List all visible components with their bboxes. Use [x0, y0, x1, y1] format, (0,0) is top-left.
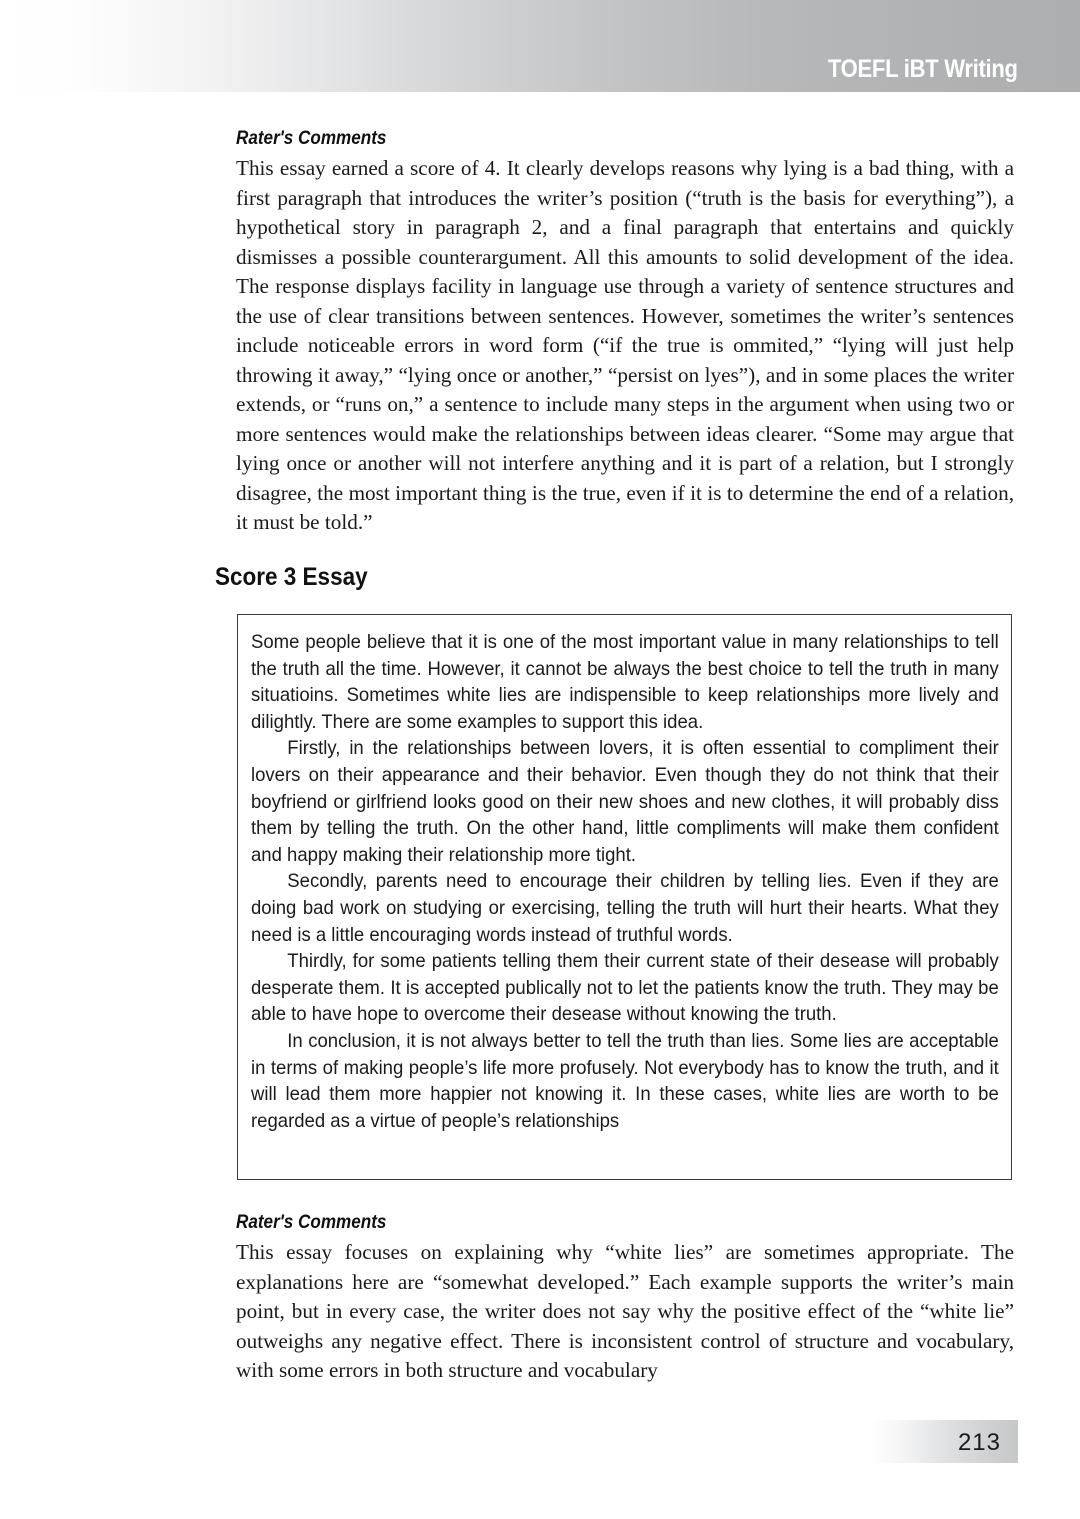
- essay-paragraph: Thirdly, for some patients telling them their current state of their desease will probably desperate them. It is accepted publically not to let the patients know the truth. They may be able to have hope to overcome their desease without knowing the truth.: [251, 950, 999, 1026]
- header-title: TOEFL iBT Writing: [828, 55, 1018, 83]
- page-header-band: [0, 0, 1080, 92]
- rater-comments-heading-bottom: Rater's Comments: [236, 1212, 387, 1233]
- page-number-box: [870, 1420, 1018, 1463]
- essay-text-container: [251, 629, 999, 1134]
- rater-comments-heading-top: Rater's Comments: [236, 128, 387, 149]
- essay-paragraph: Secondly, parents need to encourage their children by telling lies. Even if they are doing bad work on studying or exercising, telling the truth will hurt their hearts. What they need is a little encouraging words instead of truthful words.: [251, 870, 999, 946]
- page-number: 213: [957, 1429, 1001, 1456]
- essay-paragraph: In conclusion, it is not always better to tell the truth than lies. Some lies are acceptable in terms of making people’s life more profusely. Not everybody has to know the truth, and it will lead them more happier not knowing it. In these cases, white lies are worth to be regarded as a virtue of people’s relationships: [251, 1029, 999, 1132]
- rater-comments-body-bottom: This essay focuses on explaining why “white lies” are sometimes appropriate. The explanations here are “somewhat developed.” Each example supports the writer’s main point, but in every case, the writer does not say why the positive effect of the “white lie” outweighs any negative effect. There is inconsistent control of structure and vocabulary, with some errors in both structure and vocabulary: [236, 1240, 1014, 1382]
- rater-comments-body-top: This essay earned a score of 4. It clearly develops reasons why lying is a bad thing, with a first paragraph that introduces the writer’s position (“truth is the basis for everything”), a hypothetical story in paragraph 2, and a final paragraph that entertains and quickly dismisses a possible counterargument. All this amounts to solid development of the idea. The response displays facility in language use through a variety of sentence structures and the use of clear transitions between sentences. However, sometimes the writer’s sentences include noticeable errors in word form (“if the true is ommited,” “lying will just help throwing it away,” “lying once or another,” “persist on lyes”), and in some places the writer extends, or “runs on,” a sentence to include many steps in the argument when using two or more sentences would make the relationships between ideas clearer. “Some may argue that lying once or another will not interfere anything and it is part of a relation, but I strongly disagree, the most important thing is the true, even if it is to determine the end of a relation, it must be told.”: [236, 156, 1014, 534]
- section-heading-score-3-essay: Score 3 Essay: [215, 563, 368, 591]
- essay-paragraph: Some people believe that it is one of the most important value in many relationships to tell the truth all the time. However, it cannot be always the best choice to tell the truth in many situatioins. Sometimes white lies are indispensible to keep relationships more lively and dilightly. There are some examples to support this idea.: [251, 631, 999, 733]
- essay-response-box: [237, 614, 1012, 1180]
- essay-paragraph: Firstly, in the relationships between lovers, it is often essential to compliment their lovers on their appearance and their behavior. Even though they do not think that their boyfriend or girlfriend looks good on their new shoes and new clothes, it will probably diss them by telling the truth. On the other hand, little compliments will make them confident and happy making their relationship more tight.: [251, 737, 999, 866]
